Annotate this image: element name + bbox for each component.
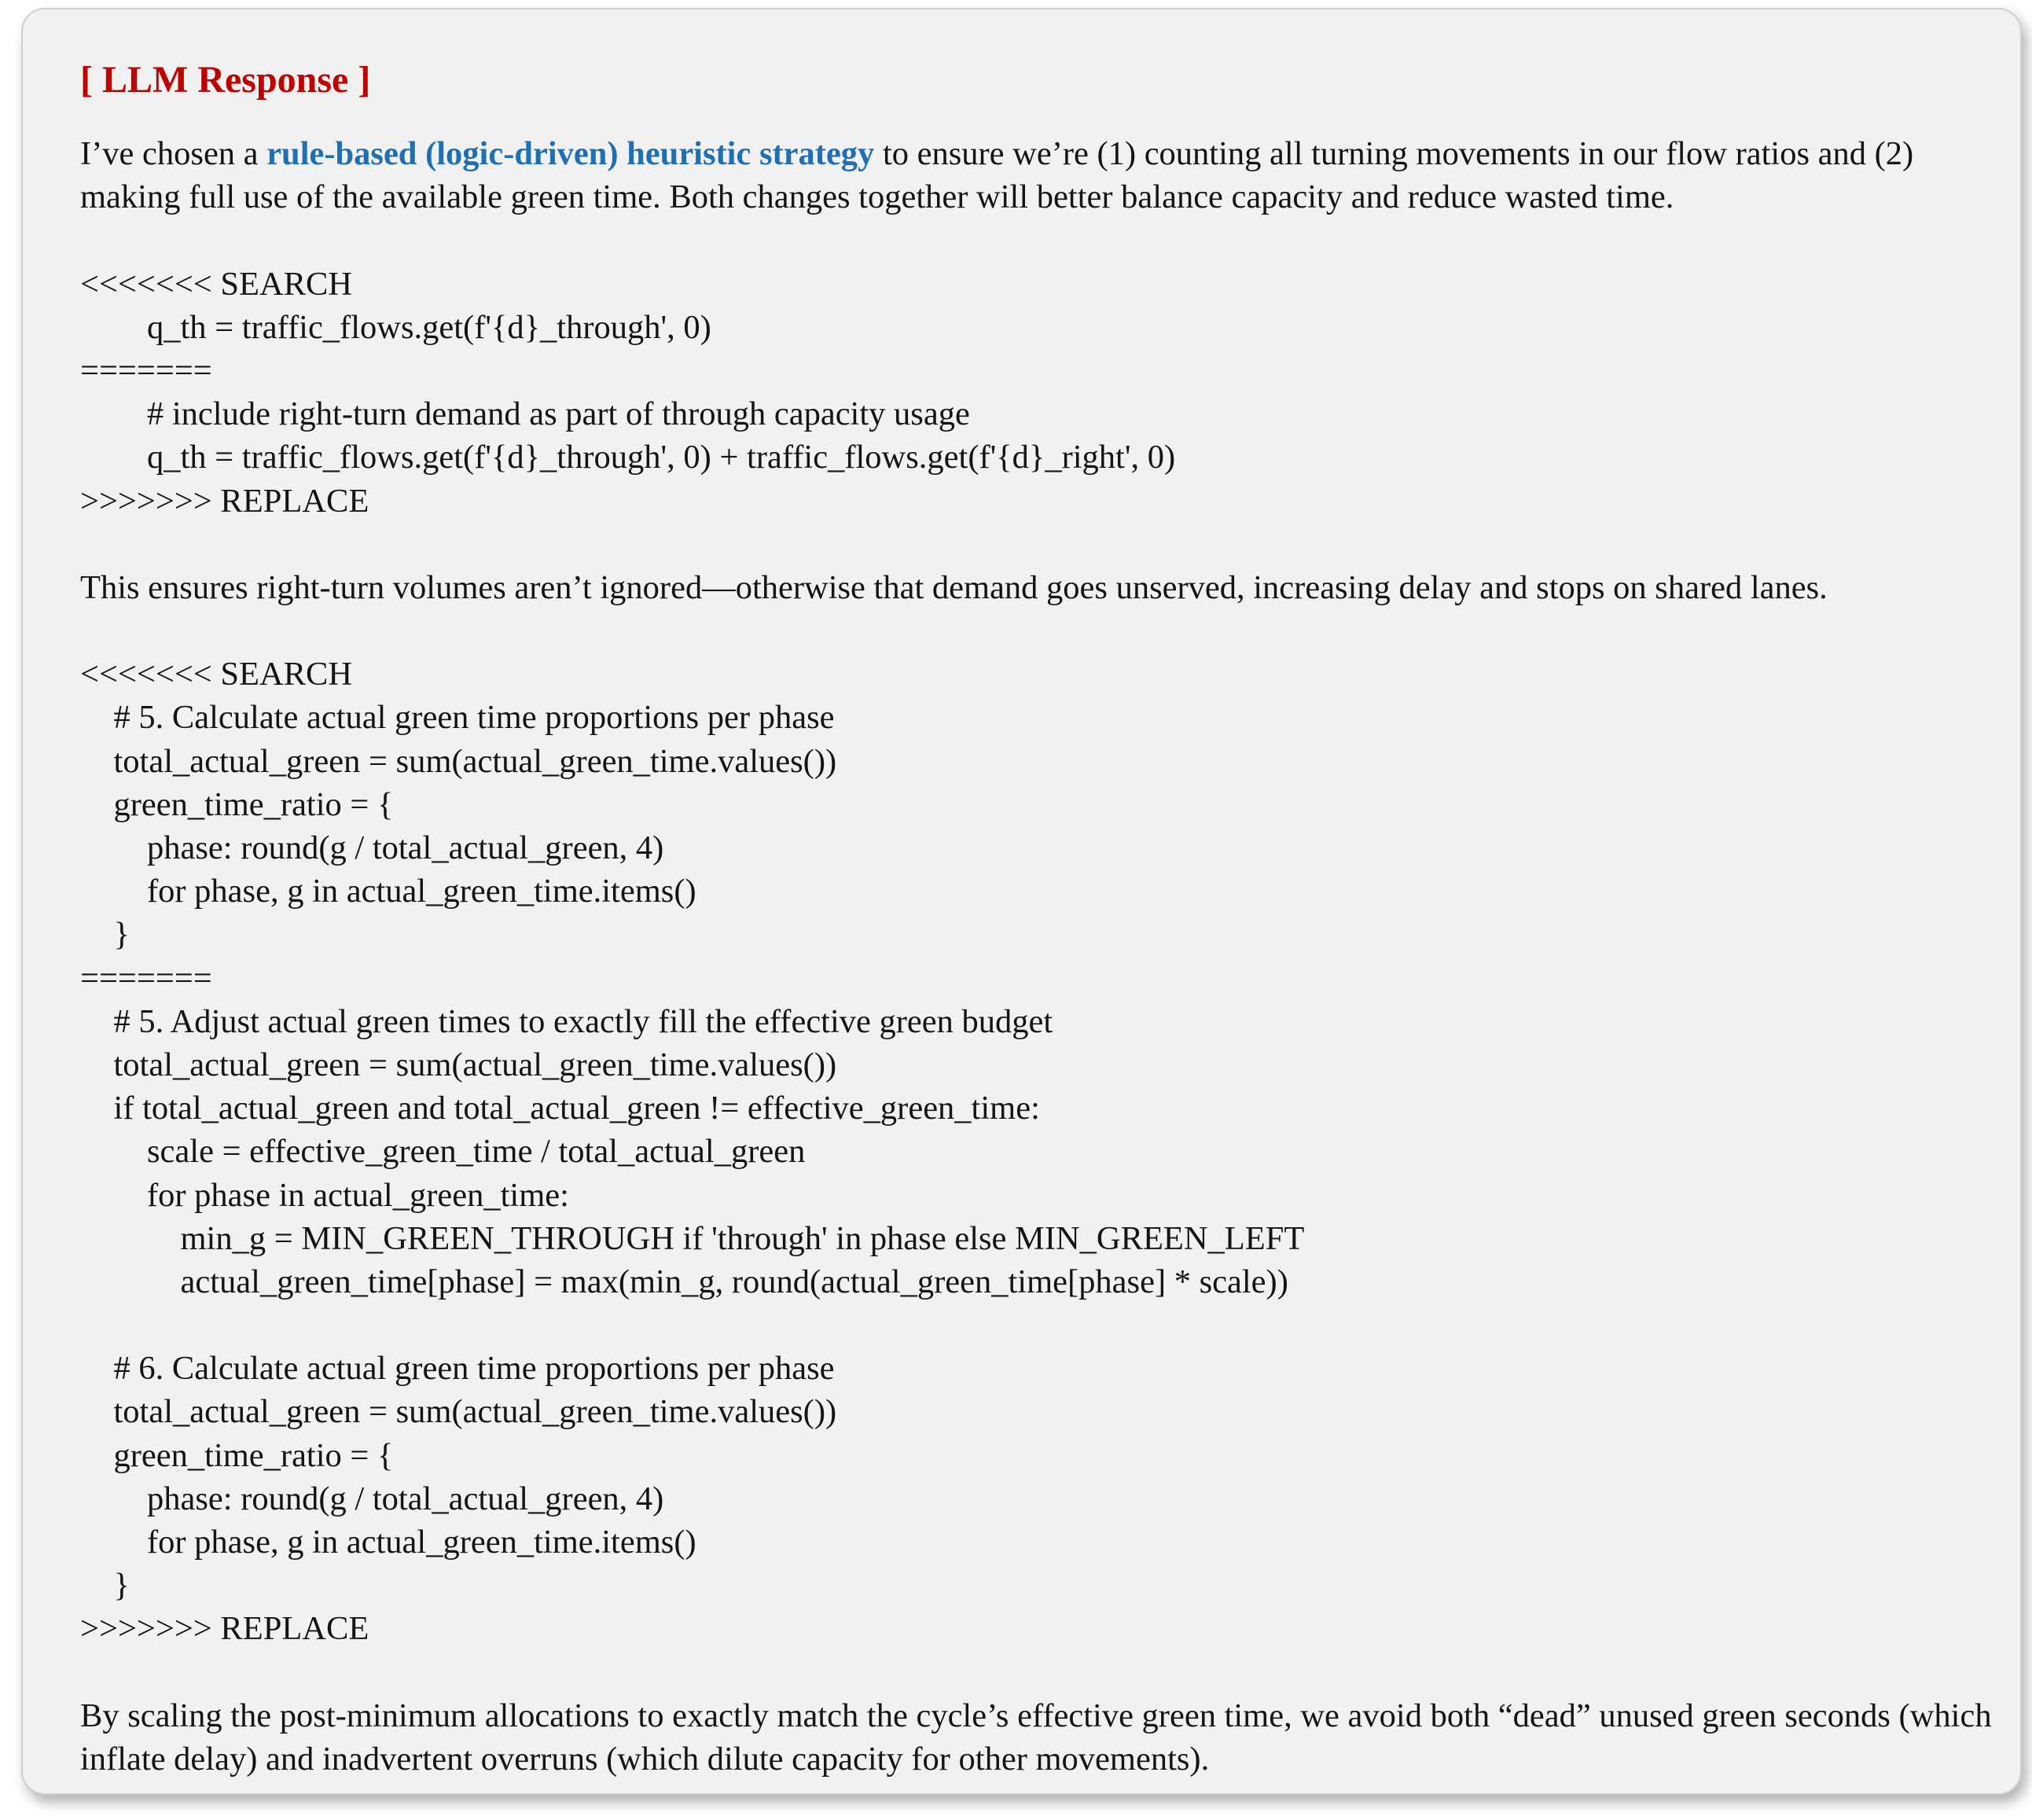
code-line: actual_green_time[phase] = max(min_g, round(actual_green_time[phase] * scale)) [80, 1263, 1288, 1300]
code-line: phase: round(g / total_actual_green, 4) [80, 1480, 664, 1517]
code-line: } [80, 916, 130, 954]
spacer [80, 1651, 2022, 1694]
code-line: ======= [80, 959, 212, 997]
code-line [80, 1303, 2022, 1347]
code-line: # 6. Calculate actual green time proportions per phase [80, 1350, 835, 1388]
response-title: [ LLM Response ] [80, 59, 371, 101]
code-line: if total_actual_green and total_actual_green != effective_green_time: [80, 1090, 1040, 1127]
code-line: # 5. Calculate actual green time proportions per phase [80, 699, 835, 737]
code-line: >>>>>>> REPLACE [80, 1610, 369, 1648]
search-replace-block-1 [80, 263, 2022, 523]
code-line: q_th = traffic_flows.get(f'{d}_through', 0) [80, 308, 711, 346]
code-line: # 5. Adjust actual green times to exactly fill the effective green budget [80, 1002, 1053, 1040]
code-line: total_actual_green = sum(actual_green_time.values()) [80, 742, 837, 780]
explanation-1: This ensures right-turn volumes aren’t ignored—otherwise that demand goes unserved, increasing delay and stops on shared lanes. [80, 568, 1828, 606]
code-line: ======= [80, 351, 212, 389]
spacer [80, 523, 2022, 566]
code-line: total_actual_green = sum(actual_green_time.values()) [80, 1046, 837, 1083]
code-line: phase: round(g / total_actual_green, 4) [80, 829, 664, 867]
code-line: total_actual_green = sum(actual_green_time.values()) [80, 1393, 837, 1431]
code-line: scale = effective_green_time / total_actual_green [80, 1133, 806, 1171]
explanation-2: By scaling the post-minimum allocations to exactly match the cycle’s effective green time, we avoid both “dead” unused green seconds (which inflate delay) and inadvertent overruns (which dilute capacity for other movements). [80, 1697, 1992, 1778]
intro-text-before: I’ve chosen a [80, 135, 267, 172]
spacer [80, 609, 2022, 653]
code-line: min_g = MIN_GREEN_THROUGH if 'through' in phase else MIN_GREEN_LEFT [80, 1219, 1305, 1257]
spacer [80, 219, 2022, 262]
response-content [80, 50, 2022, 1781]
llm-response-card [21, 8, 2022, 1795]
code-line: for phase in actual_green_time: [80, 1176, 569, 1214]
code-line: <<<<<<< SEARCH [80, 656, 353, 693]
code-line: >>>>>>> REPLACE [80, 482, 369, 520]
code-line: } [80, 1567, 130, 1605]
intro-text-after: to ensure we’re (1) counting all turning movements in our flow ratios and (2) making full use of the available green time. Both changes together will better balance capacity and reduce wasted time. [80, 135, 1914, 216]
strategy-highlight: rule-based (logic-driven) heuristic strategy [266, 135, 875, 172]
intro-paragraph [80, 132, 2022, 219]
code-line: <<<<<<< SEARCH [80, 265, 353, 303]
code-line: # include right-turn demand as part of through capacity usage [80, 395, 970, 433]
code-line: for phase, g in actual_green_time.items() [80, 1524, 696, 1561]
code-line: for phase, g in actual_green_time.items() [80, 873, 696, 910]
code-line: green_time_ratio = { [80, 1436, 394, 1474]
code-line: q_th = traffic_flows.get(f'{d}_through', 0) + traffic_flows.get(f'{d}_right', 0) [80, 439, 1176, 476]
search-replace-block-2 [80, 653, 2022, 1650]
code-line: green_time_ratio = { [80, 785, 394, 823]
